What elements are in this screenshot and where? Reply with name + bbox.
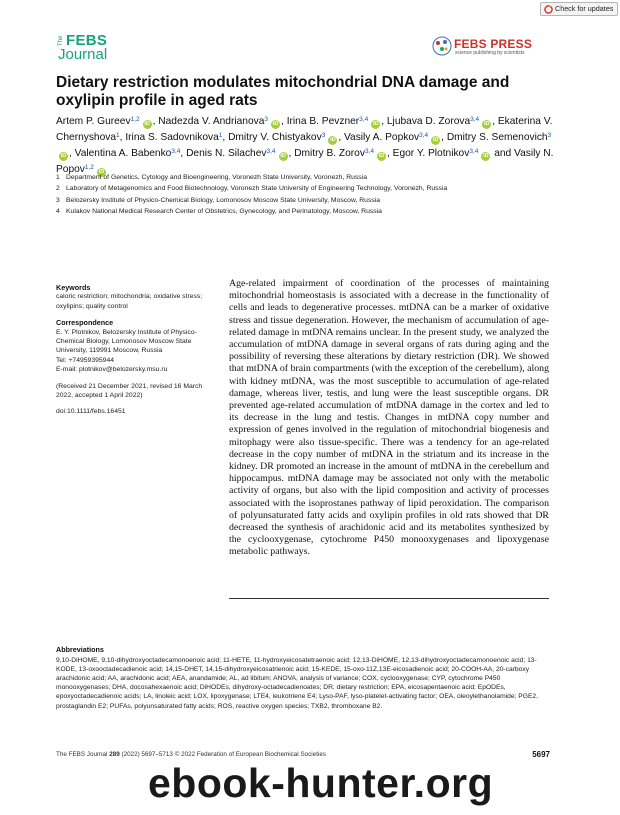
author xyxy=(228,132,344,143)
author xyxy=(75,148,186,159)
orcid-icon[interactable]: iD xyxy=(432,137,439,143)
abstract-text: Age-related impairment of coordination of the processes of maintaining mitochondrial homeostasis is associated with a decrease in the functionality of cells and leads to degenerative processes. mtDNA can be a marker of oxidative stress and tissue degeneration. However, the mechanism of accumulation of age-related damage in mtDNA remains unclear. In the present study, we analyzed the accumulation of mtDNA damage in several organs of rats during aging and the possibility of reversing these alterations by dietary restriction (DR). We showed that mtDNA of brain compartments (with the exception of the cerebellum), along with kidney mtDNA, was the most susceptible to accumulation of age-related damage, whereas liver, testis, and lung were the least susceptible organs. DR prevented age-related accumulation of mtDNA damage in the cortex and led to its decrease in the lung and testis. Changes in mtDNA copy number and expression of genes involved in the regulation of mitochondrial biogenesis and mitophagy were also tissue-specific. There was a tendency for an age-related decrease in the copy number of mtDNA in the striatum and its increase in the kidney. DR promoted an increase in the amount of mtDNA in the cerebellum and hippocampus. mtDNA damage may be associated not only with the metabolic activity of organs, but also with the lipid composition and activity of processes associated with the isoprostanes pathway of lipid peroxidation. The comparison of polyunsaturated fatty acids and oxylipin profiles in old rats showed that DR decreased the synthesis of arachidonic acid and its metabolites synthesized by the cyclooxygenase, cytochrome P450 monooxygenases and lipoxygenase metabolic pathways. xyxy=(229,278,549,558)
received-dates: (Received 21 December 2021, revised 16 March 2022, accepted 1 April 2022) xyxy=(56,382,203,400)
author-affiliation-ref: 3 xyxy=(321,132,326,139)
keywords-heading: Keywords xyxy=(56,283,91,292)
orcid-icon[interactable]: iD xyxy=(60,153,67,159)
check-for-updates-button[interactable] xyxy=(540,2,618,16)
refresh-icon xyxy=(544,5,553,14)
footer-pages: (2022) 5697–5713 © 2022 Federation of European Biochemical Societies xyxy=(121,751,326,758)
correspondence-address: E. Y. Plotnikov, Belozersky Institute of Physico-Chemical Biology, Lomonosov Moscow State University, 119991 Moscow, Russia xyxy=(56,328,197,355)
orcid-icon[interactable]: iD xyxy=(330,137,336,143)
affiliation-number: 4 xyxy=(56,208,60,216)
affiliation-text: Kulakov National Medical Research Center of Obstetrics, Gynecology, and Perinatology, Moscow, Russia xyxy=(66,208,382,216)
affiliation-item xyxy=(56,195,556,206)
author-affiliation-ref: 3 xyxy=(547,132,552,139)
author-list xyxy=(56,113,556,177)
author-affiliation-ref: 3 xyxy=(264,116,269,123)
author-separator: , xyxy=(281,116,287,127)
abbreviations-heading: Abbreviations xyxy=(56,645,104,654)
author xyxy=(158,116,286,127)
abstract-divider xyxy=(229,598,549,599)
author-affiliation-ref: 3,4 xyxy=(364,148,374,155)
author-name: Ljubava D. Zorova xyxy=(386,116,471,127)
affiliation-item xyxy=(56,183,556,194)
affiliation-text: Department of Genetics, Cytology and Bioengineering, Voronezh State University, Voronezh, Russia xyxy=(66,174,367,181)
journal-logo-febs: FEBS xyxy=(66,32,108,49)
author-name: Irina S. Sadovnikova xyxy=(125,132,219,143)
author xyxy=(294,148,392,159)
author-name: Vasily A. Popkov xyxy=(343,132,420,143)
author-separator: , xyxy=(441,132,447,143)
author-name: Denis N. Silachev xyxy=(186,148,267,159)
author-affiliation-ref: 3,4 xyxy=(469,148,479,155)
author xyxy=(125,132,228,143)
orcid-icon[interactable]: iD xyxy=(372,121,379,127)
orcid-icon[interactable]: iD xyxy=(98,169,105,175)
author-separator: , xyxy=(119,132,126,143)
abbreviations-text: 9,10-DiHOME, 9,10-dihydroxyoctadecamonoenoic acid; 11-HETE, 11-hydroxyeicosatetraenoic acid; 12,13-DiHOME, 12,13-dihydroxyoctadecamonoenoic acid; 13-KODE, 13-oxooctadecadienoic acid; 14,15-DHET, 14,15-dihydroxyeicosatrienoic acid; 15-KEDE, 15-oxo-11Z,13E-eicosadienoic acid; 20-COOH-AA, 20-carboxy arachidonic acid; AA, arachidonic acid; AEA, anandamide; AL, ad libitum; ANOVA, analysis of variance; COX, cyclooxygenase; CYP, cytochrome P450 monooxygenases; DHA, docosahexaenoic acid; DiHODEs, dihydroxy-octadecadienoates; DR, dietary restriction; EPA, eicosapentaenoic acid; EpODEs, epoxyoctadecadienoic acids; LA, linoleic acid; LOX, lipoxygenase; LTE4, leukotriene E4; Lyso-PAF, lyso-platelet-activating factor; OEA, oleoylethanolamide; PGE2, prostaglandin E2; PUFAs, polyunsaturated fatty acids; ROS, reactive oxygen species; TXB2, thromboxane B2. xyxy=(56,657,539,710)
affiliation-number: 2 xyxy=(56,185,60,193)
abbreviations-block xyxy=(56,645,550,711)
author-name: Artem P. Gureev xyxy=(56,116,131,127)
publisher-logo xyxy=(432,34,542,60)
author-separator: , xyxy=(152,116,159,127)
author-affiliation-ref: 1 xyxy=(116,132,120,139)
author-separator: , xyxy=(288,148,295,159)
author-name: Nadezda V. Andrianova xyxy=(158,116,265,127)
author-affiliation-ref: 3,4 xyxy=(419,132,429,139)
orcid-icon[interactable]: iD xyxy=(280,153,286,159)
author-affiliation-ref: 1 xyxy=(218,132,223,139)
author-affiliation-ref: 3,4 xyxy=(266,148,276,155)
author-affiliation-ref: 1,2 xyxy=(130,116,140,123)
orcid-icon[interactable]: iD xyxy=(483,121,490,127)
orcid-icon[interactable]: iD xyxy=(144,121,150,127)
footer-journal: The FEBS Journal xyxy=(56,751,108,758)
author-separator: , xyxy=(69,148,75,159)
author-name: Ekaterina V. Chernyshova xyxy=(56,116,553,143)
keywords-block xyxy=(56,283,206,311)
keywords-text: caloric restriction; mitochondria; oxidative stress; oxylipins; quality control xyxy=(56,293,203,310)
correspondence-heading: Correspondence xyxy=(56,318,114,328)
author-separator: , xyxy=(180,148,187,159)
orcid-icon[interactable]: iD xyxy=(378,153,385,159)
affiliation-text: Laboratory of Metagenomics and Food Biotechnology, Voronezh State University of Engineering Technology, Voronezh, Russia xyxy=(66,185,448,193)
orcid-icon[interactable]: iD xyxy=(272,121,279,127)
author-separator: , xyxy=(338,132,344,143)
doi-link[interactable]: doi:10.1111/febs.16451 xyxy=(56,408,126,416)
correspondence-tel: Tel: +74959395944 xyxy=(56,356,115,364)
author-affiliation-ref: 3,4 xyxy=(359,116,369,123)
author-separator: , xyxy=(492,116,498,127)
footer-volume: 289 xyxy=(109,751,120,758)
author-affiliation-ref: 3,4 xyxy=(171,148,181,155)
author-name: Dmitry S. Semenovich xyxy=(446,132,548,143)
article-title: Dietary restriction modulates mitochondrial DNA damage and oxylipin profile in aged rats xyxy=(56,74,510,109)
footer-citation xyxy=(56,751,326,758)
affiliation-number: 3 xyxy=(56,196,60,204)
watermark: ebook-hunter.org xyxy=(148,760,494,806)
orcid-icon[interactable]: iD xyxy=(483,153,489,159)
author-name: Dmitry B. Zorov xyxy=(294,148,365,159)
author xyxy=(393,148,514,159)
author xyxy=(344,132,447,143)
author-name: Dmitry V. Chistyakov xyxy=(228,132,322,143)
author-separator: , xyxy=(381,116,387,127)
author xyxy=(56,116,158,127)
correspondence-block xyxy=(56,318,206,374)
author xyxy=(287,116,387,127)
publisher-name: FEBS PRESS xyxy=(454,37,533,51)
author xyxy=(186,148,294,159)
author-separator: , xyxy=(222,132,229,143)
author-affiliation-ref: 3,4 xyxy=(470,116,480,123)
page-number: 5697 xyxy=(532,750,550,759)
journal-logo xyxy=(58,32,118,66)
affiliation-text: Belozersky Institute of Physico-Chemical Biology, Lomonosov Moscow State University, Moscow, Russia xyxy=(66,196,381,204)
article-sidebar xyxy=(56,283,206,424)
correspondence-email[interactable]: E-mail: plotnikov@belozersky.msu.ru xyxy=(56,366,168,374)
author-name: Valentina A. Babenko xyxy=(74,148,172,159)
author-name: Egor Y. Plotnikov xyxy=(392,148,470,159)
author-separator: , xyxy=(387,148,393,159)
affiliation-item xyxy=(56,206,556,217)
author xyxy=(387,116,498,127)
publisher-tagline: science publishing by scientists xyxy=(455,50,525,56)
author-separator: and xyxy=(491,148,515,159)
affiliations xyxy=(56,172,556,218)
journal-logo-journal: Journal xyxy=(58,46,108,63)
journal-logo-the: The xyxy=(58,35,64,46)
affiliation-number: 1 xyxy=(56,174,60,181)
author-name: Irina B. Pevzner xyxy=(286,116,360,127)
affiliation-item xyxy=(56,172,556,183)
author-name: Vasily N. Popov xyxy=(56,148,554,175)
febs-press-emblem-icon xyxy=(432,36,452,56)
author-affiliation-ref: 1,2 xyxy=(84,164,94,171)
check-for-updates-label: Check for updates xyxy=(555,4,614,13)
